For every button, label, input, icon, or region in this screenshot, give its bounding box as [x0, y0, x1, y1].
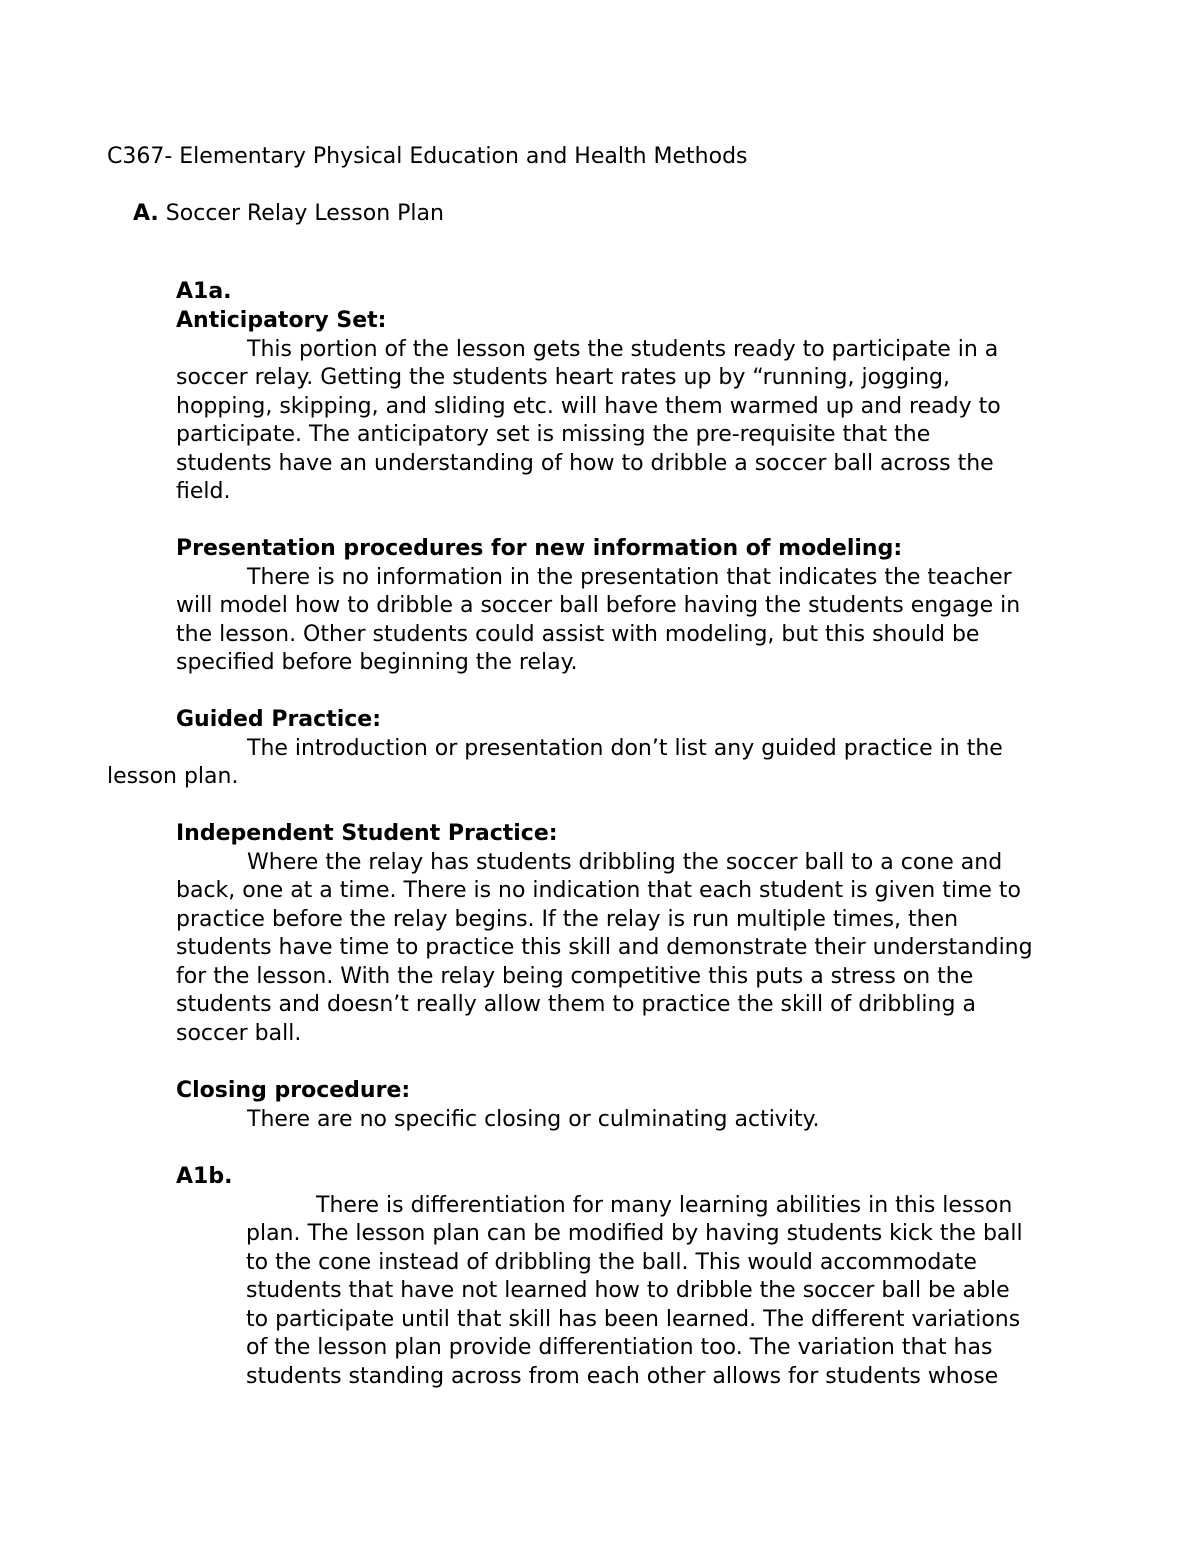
- independent-practice-line: Where the relay has students dribbling the soccer ball to a cone and: [247, 850, 1003, 875]
- a1b-line: of the lesson plan provide differentiation too. The variation that has: [246, 1335, 993, 1360]
- a1b-line: plan. The lesson plan can be modified by having students kick the ball: [246, 1221, 1023, 1246]
- a1b-line: to the cone instead of dribbling the ball. This would accommodate: [246, 1250, 977, 1275]
- anticipatory-set-line: field.: [176, 479, 231, 504]
- guided-practice-line: The introduction or presentation don’t list any guided practice in the: [247, 736, 1003, 761]
- presentation-line: specified before beginning the relay.: [176, 650, 578, 675]
- independent-practice-line: practice before the relay begins. If the relay is run multiple times, then: [176, 907, 959, 932]
- anticipatory-set-line: participate. The anticipatory set is missing the pre-requisite that the: [176, 422, 931, 447]
- anticipatory-set-line: This portion of the lesson gets the students ready to participate in a: [247, 337, 999, 362]
- a1b-line: There is differentiation for many learning abilities in this lesson: [316, 1193, 1013, 1218]
- a1b-label: A1b.: [176, 1164, 233, 1189]
- anticipatory-set-heading: Anticipatory Set:: [176, 308, 387, 333]
- a1b-line: students standing across from each other allows for students whose: [246, 1364, 999, 1389]
- independent-practice-line: for the lesson. With the relay being competitive this puts a stress on the: [176, 964, 974, 989]
- guided-practice-line: lesson plan.: [107, 764, 239, 789]
- independent-practice-line: soccer ball.: [176, 1021, 302, 1046]
- presentation-line: the lesson. Other students could assist with modeling, but this should be: [176, 622, 980, 647]
- independent-practice-line: students have time to practice this skill and demonstrate their understanding: [176, 935, 1033, 960]
- a1b-line: to participate until that skill has been learned. The different variations: [246, 1307, 1021, 1332]
- presentation-line: will model how to dribble a soccer ball before having the students engage in: [176, 593, 1021, 618]
- presentation-heading: Presentation procedures for new information of modeling:: [176, 536, 903, 561]
- section-title: Soccer Relay Lesson Plan: [165, 201, 444, 226]
- anticipatory-set-line: students have an understanding of how to dribble a soccer ball across the: [176, 451, 994, 476]
- a1a-label: A1a.: [176, 279, 232, 304]
- section-heading: [133, 200, 444, 229]
- guided-practice-heading: Guided Practice:: [176, 707, 382, 732]
- a1b-line: students that have not learned how to dribble the soccer ball be able: [246, 1278, 1010, 1303]
- anticipatory-set-line: soccer relay. Getting the students heart rates up by “running, jogging,: [176, 365, 950, 390]
- closing-procedure-heading: Closing procedure:: [176, 1078, 411, 1103]
- closing-procedure-line: There are no specific closing or culminating activity.: [247, 1107, 820, 1132]
- independent-practice-line: back, one at a time. There is no indication that each student is given time to: [176, 878, 1022, 903]
- independent-practice-heading: Independent Student Practice:: [176, 821, 558, 846]
- course-title: C367- Elementary Physical Education and Health Methods: [107, 144, 748, 169]
- presentation-line: There is no information in the presentation that indicates the teacher: [247, 565, 1012, 590]
- section-marker: A.: [133, 201, 159, 226]
- anticipatory-set-line: hopping, skipping, and sliding etc. will have them warmed up and ready to: [176, 394, 1001, 419]
- independent-practice-line: students and doesn’t really allow them to practice the skill of dribbling a: [176, 992, 976, 1017]
